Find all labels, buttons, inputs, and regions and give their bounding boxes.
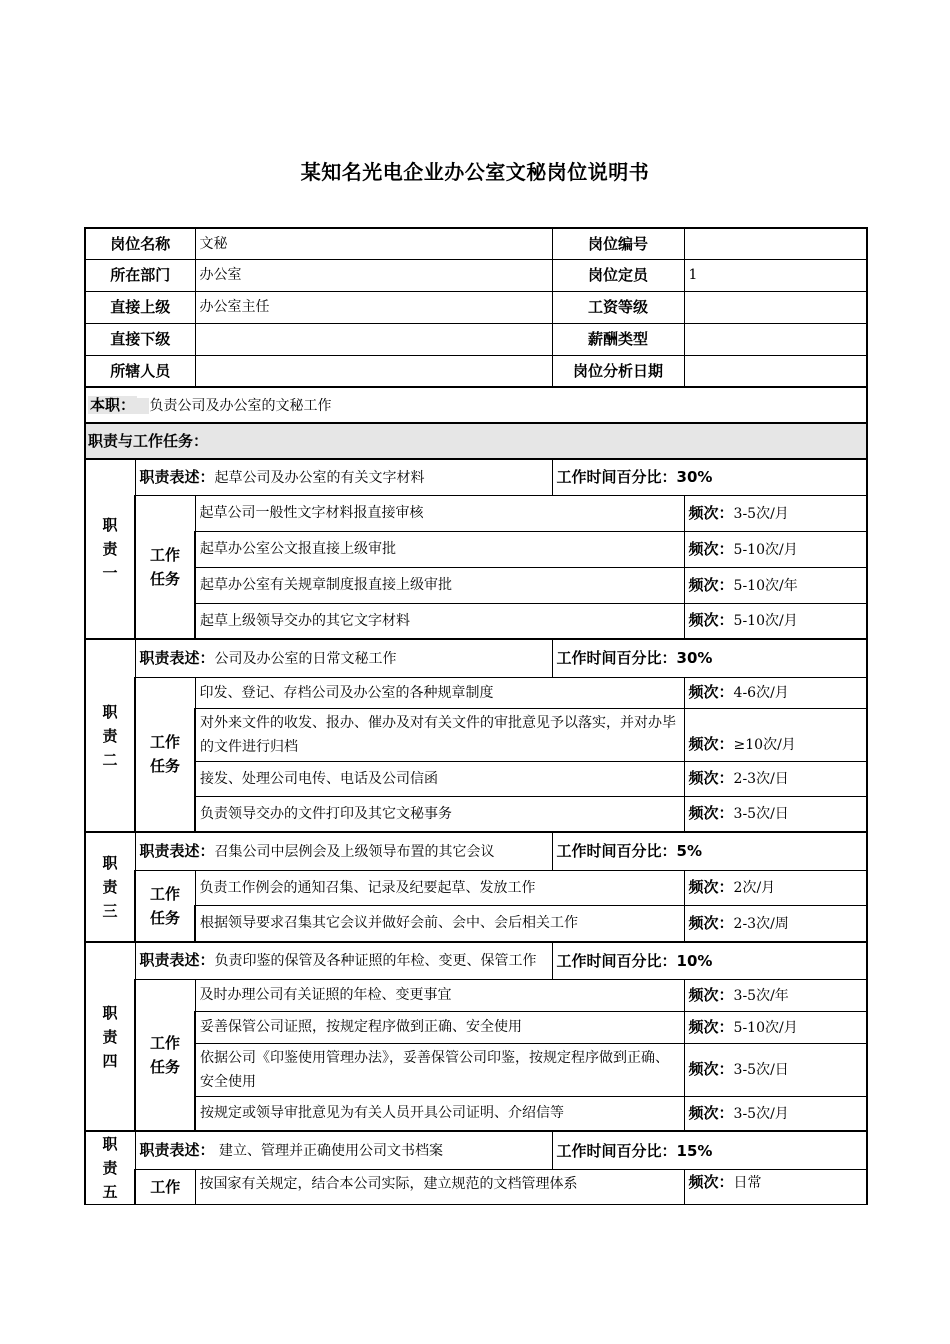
task-frequency: 频次：3-5次/日 xyxy=(684,796,867,832)
tasks-label: 工作 任务 xyxy=(135,979,195,1131)
task-frequency: 频次：5-10次/月 xyxy=(684,1011,867,1043)
label-salary-grade: 工资等级 xyxy=(552,291,684,323)
task-item: 根据领导要求召集其它会议并做好会前、会中、会后相关工作 xyxy=(195,905,684,942)
task-frequency: 频次：5-10次/年 xyxy=(684,567,867,603)
duty-row xyxy=(85,387,867,423)
task-frequency: 频次：2-3次/周 xyxy=(684,905,867,942)
responsibility-3-time-pct: 工作时间百分比：5% xyxy=(552,832,867,870)
task-item: 按规定或领导审批意见为有关人员开具公司证明、介绍信等 xyxy=(195,1096,684,1131)
tasks-label: 工作 任务 xyxy=(135,495,195,639)
task-item: 负责领导交办的文件打印及其它文秘事务 xyxy=(195,796,684,832)
label-department: 所在部门 xyxy=(85,259,195,291)
task-frequency: 频次：5-10次/月 xyxy=(684,531,867,567)
responsibility-3-statement: 职责表述：召集公司中层例会及上级领导布置的其它会议 xyxy=(135,832,552,870)
task-frequency: 频次：4-6次/月 xyxy=(684,677,867,708)
responsibility-5-time-pct: 工作时间百分比：15% xyxy=(552,1131,867,1170)
task-item: 对外来文件的收发、报办、催办及对有关文件的审批意见予以落实，并对办毕的文件进行归档 xyxy=(195,708,684,761)
tasks-label: 工作 xyxy=(135,1170,195,1205)
task-item: 及时办理公司有关证照的年检、变更事宜 xyxy=(195,979,684,1011)
tasks-label: 工作 任务 xyxy=(135,870,195,942)
label-analysis-date: 岗位分析日期 xyxy=(552,355,684,387)
value-subordinates xyxy=(195,355,552,387)
task-frequency: 频次：≥10次/月 xyxy=(684,708,867,761)
responsibility-4-name: 职 责 四 xyxy=(85,942,135,1131)
value-position-code xyxy=(684,228,867,259)
label-headcount: 岗位定员 xyxy=(552,259,684,291)
value-direct-subordinate xyxy=(195,323,552,355)
responsibility-5-statement: 职责表述： 建立、管理并正确使用公司文书档案 xyxy=(135,1131,552,1170)
value-salary-type xyxy=(684,323,867,355)
responsibility-3-name: 职 责 三 xyxy=(85,832,135,942)
task-item: 负责工作例会的通知召集、记录及纪要起草、发放工作 xyxy=(195,870,684,905)
responsibility-1-statement: 职责表述：起草公司及办公室的有关文字材料 xyxy=(135,459,552,495)
responsibility-1-name: 职 责 一 xyxy=(85,459,135,639)
value-department: 办公室 xyxy=(195,259,552,291)
responsibility-4-statement: 职责表述：负责印鉴的保管及各种证照的年检、变更、保管工作 xyxy=(135,942,552,979)
task-item: 妥善保管公司证照，按规定程序做到正确、安全使用 xyxy=(195,1011,684,1043)
task-frequency: 频次：日常 xyxy=(684,1170,867,1205)
task-item: 起草公司一般性文字材料报直接审核 xyxy=(195,495,684,531)
task-item: 起草办公室有关规章制度报直接上级审批 xyxy=(195,567,684,603)
task-frequency: 频次：3-5次/月 xyxy=(684,1096,867,1131)
responsibilities-title: 职责与工作任务： xyxy=(85,423,867,459)
job-description-table xyxy=(84,227,868,1205)
task-item: 依据公司《印鉴使用管理办法》，妥善保管公司印鉴，按规定程序做到正确、安全使用 xyxy=(195,1043,684,1096)
value-analysis-date xyxy=(684,355,867,387)
value-position-name: 文秘 xyxy=(195,228,552,259)
task-frequency: 频次：5-10次/月 xyxy=(684,603,867,639)
tasks-label: 工作 任务 xyxy=(135,677,195,832)
label-subordinates: 所辖人员 xyxy=(85,355,195,387)
responsibility-5-name: 职 责 五 xyxy=(85,1131,135,1205)
task-frequency: 频次：3-5次/月 xyxy=(684,495,867,531)
label-position-name: 岗位名称 xyxy=(85,228,195,259)
value-direct-superior: 办公室主任 xyxy=(195,291,552,323)
task-item: 按国家有关规定，结合本公司实际，建立规范的文档管理体系 xyxy=(195,1170,684,1205)
task-item: 接发、处理公司电传、电话及公司信函 xyxy=(195,761,684,796)
task-frequency: 频次：3-5次/年 xyxy=(684,979,867,1011)
duty-label: 本职： xyxy=(90,395,136,414)
task-item: 起草上级领导交办的其它文字材料 xyxy=(195,603,684,639)
duty-text: 负责公司及办公室的文秘工作 xyxy=(149,397,332,414)
value-headcount: 1 xyxy=(684,259,867,291)
responsibility-4-time-pct: 工作时间百分比：10% xyxy=(552,942,867,979)
task-item: 印发、登记、存档公司及办公室的各种规章制度 xyxy=(195,677,684,708)
label-direct-superior: 直接上级 xyxy=(85,291,195,323)
responsibility-2-name: 职 责 二 xyxy=(85,639,135,832)
task-frequency: 频次：2次/月 xyxy=(684,870,867,905)
label-direct-subordinate: 直接下级 xyxy=(85,323,195,355)
label-salary-type: 薪酬类型 xyxy=(552,323,684,355)
responsibility-1-time-pct: 工作时间百分比：30% xyxy=(552,459,867,495)
responsibility-2-time-pct: 工作时间百分比：30% xyxy=(552,639,867,677)
task-frequency: 频次：3-5次/日 xyxy=(684,1043,867,1096)
responsibility-2-statement: 职责表述：公司及办公室的日常文秘工作 xyxy=(135,639,552,677)
label-position-code: 岗位编号 xyxy=(552,228,684,259)
value-salary-grade xyxy=(684,291,867,323)
page-title: 某知名光电企业办公室文秘岗位说明书 xyxy=(300,160,650,184)
task-item: 起草办公室公文报直接上级审批 xyxy=(195,531,684,567)
task-frequency: 频次：2-3次/日 xyxy=(684,761,867,796)
